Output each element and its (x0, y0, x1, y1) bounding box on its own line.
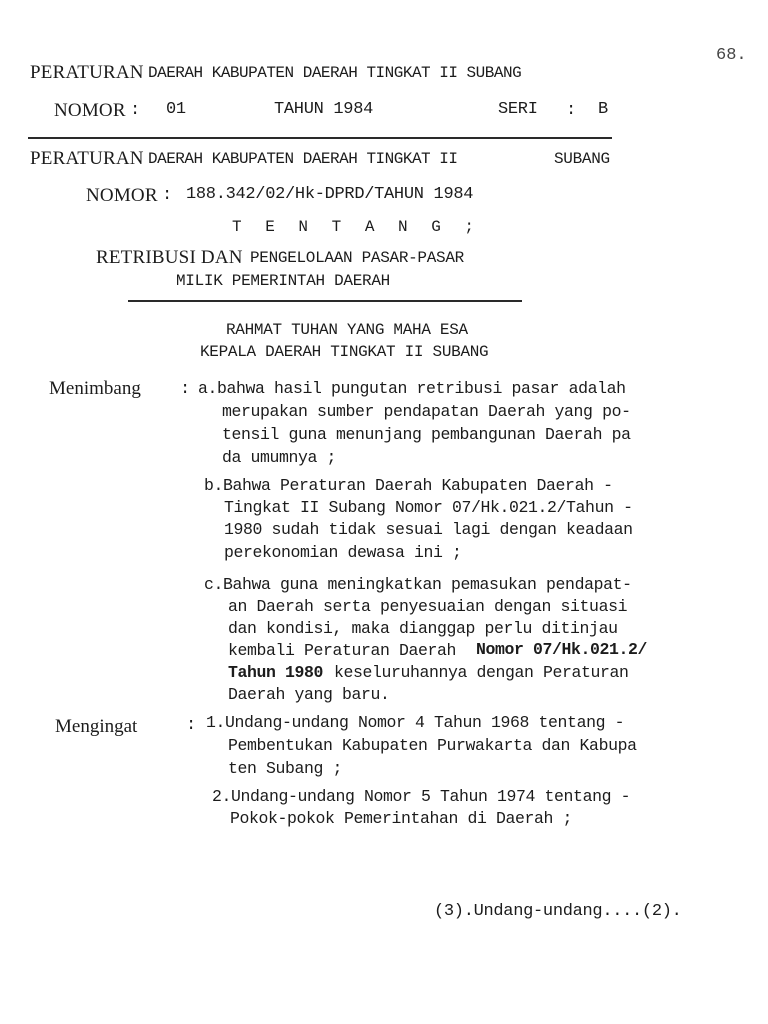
text-line: merupakan sumber pendapatan Daerah yang po- (222, 402, 631, 421)
header1-title-b: DAERAH KABUPATEN DAERAH TINGKAT II SUBANG (148, 64, 522, 82)
header2-title-a: PERATURAN (30, 148, 144, 169)
header2-subject-line1-a: RETRIBUSI DAN (96, 247, 243, 268)
mengingat-sep: : (186, 716, 196, 735)
menimbang-label: Menimbang (49, 378, 141, 399)
menimbang-sep: : (180, 380, 190, 399)
text-line: ten Subang ; (228, 759, 343, 778)
header2-nomor-value: 188.342/02/Hk-DPRD/TAHUN 1984 (186, 185, 474, 204)
text-line: 1.Undang-undang Nomor 4 Tahun 1968 tentang - (206, 713, 625, 732)
header2-title-b: DAERAH KABUPATEN DAERAH TINGKAT II (148, 150, 458, 168)
text-line: 1980 sudah tidak sesuai lagi dengan keadaan (224, 520, 633, 539)
text-line: Tingkat II Subang Nomor 07/Hk.021.2/Tahun - (224, 498, 633, 517)
page-number: 68. (716, 46, 747, 65)
text-line: Pokok-pokok Pemerintahan di Daerah ; (230, 809, 573, 828)
preamble-line2: KEPALA DAERAH TINGKAT II SUBANG (200, 343, 489, 361)
header2-nomor-label: NOMOR (86, 185, 158, 206)
text-line: perekonomian dewasa ini ; (224, 543, 462, 562)
text-line: tensil guna menunjang pembangunan Daerah pa (222, 425, 631, 444)
header2-title-c: SUBANG (554, 150, 610, 168)
header2-divider (128, 300, 522, 302)
text-line: dan kondisi, maka dianggap perlu ditinjau (228, 619, 618, 638)
bold-reference: Nomor 07/Hk.021.2/ (476, 640, 648, 659)
text-line: c.Bahwa guna meningkatkan pemasukan pendapat- (204, 575, 632, 594)
text-line: keseluruhannya dengan Peraturan (334, 663, 629, 682)
header2-tentang: T E N T A N G ; (232, 218, 482, 236)
header1-seri-sep: : (566, 101, 576, 120)
text-line: 2.Undang-undang Nomor 5 Tahun 1974 tentang - (212, 787, 631, 806)
header1-tahun: TAHUN 1984 (274, 100, 374, 119)
continuation-note: (3).Undang-undang....(2). (434, 902, 682, 921)
text-line: kembali Peraturan Daerah (228, 641, 457, 660)
header1-nomor-value: 01 (166, 100, 186, 119)
text-line: Daerah yang baru. (228, 685, 390, 704)
header1-nomor-label: NOMOR (54, 100, 126, 121)
header1-seri-label: SERI (498, 100, 538, 119)
text-line: a.bahwa hasil pungutan retribusi pasar adalah (198, 379, 626, 398)
mengingat-label: Mengingat (55, 716, 138, 737)
text-line: b.Bahwa Peraturan Daerah Kabupaten Daerah - (204, 476, 613, 495)
header2-subject-line1-b: PENGELOLAAN PASAR-PASAR (250, 249, 464, 267)
text-line: an Daerah serta penyesuaian dengan situasi (228, 597, 628, 616)
preamble-line1: RAHMAT TUHAN YANG MAHA ESA (226, 321, 468, 339)
header1-seri-value: B (598, 100, 608, 119)
header2-subject-line2: MILIK PEMERINTAH DAERAH (176, 272, 390, 290)
text-line: da umumnya ; (222, 448, 337, 467)
header1-divider (28, 137, 612, 139)
header1-nomor-sep: : (130, 101, 140, 120)
header1-title-a: PERATURAN (30, 62, 144, 83)
text-line: Tahun 1980 (228, 663, 324, 682)
header2-nomor-sep: : (162, 186, 172, 205)
text-line: Pembentukan Kabupaten Purwakarta dan Kabupa (228, 736, 637, 755)
